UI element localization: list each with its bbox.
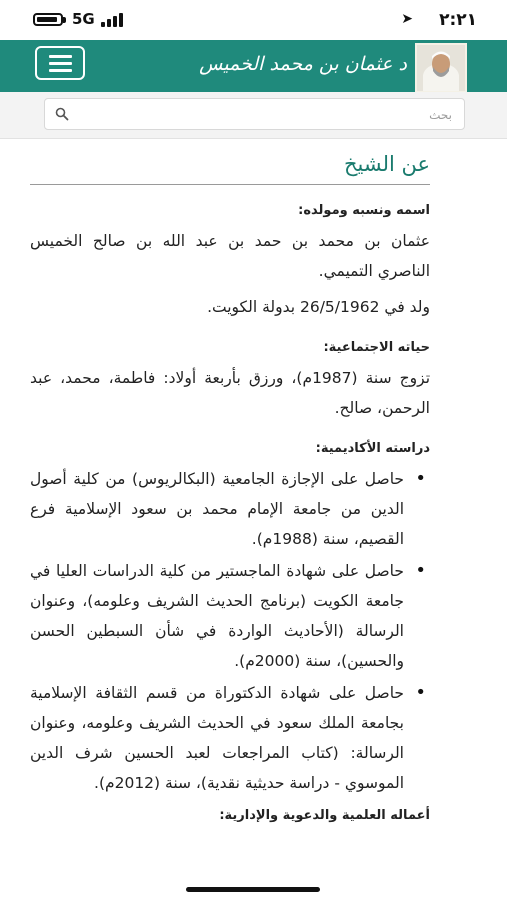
hamburger-line: [49, 62, 72, 65]
logo-calligraphy: د عثمان بن محمد الخميس: [199, 53, 407, 75]
about-content: [30, 150, 430, 831]
status-time: ٢:٢١: [439, 10, 477, 30]
name-paragraph: عثمان بن محمد بن حمد بن عبد الله بن صالح الخميس الناصري التميمي.: [30, 232, 430, 280]
section-heading-name: اسمه ونسبه ومولده:: [298, 203, 430, 218]
birth-paragraph: ولد في 26/5/1962 بدولة الكويت.: [207, 298, 430, 316]
signal-bars-icon: [101, 13, 127, 27]
app-header: [0, 40, 507, 92]
battery-icon: [33, 13, 63, 26]
social-paragraph: تزوج سنة (1987م)، ورزق بأربعة أولاد: فاطمة، محمد، عبد الرحمن، صالح.: [30, 369, 431, 417]
network-type: 5G: [72, 10, 95, 28]
list-item: • حاصل على الإجازة الجامعية (البكالريوس) من كلية أصول الدين من جامعة الإمام محمد بن سعود الإسلامية فرع القصيم، سنة (1988م).: [30, 464, 404, 554]
section-heading-academic: دراسته الأكاديمية:: [315, 441, 430, 456]
page-title: عن الشيخ: [30, 150, 430, 185]
sheikh-portrait: [415, 43, 467, 93]
search-bar-area: [0, 92, 507, 139]
academic-list: [30, 464, 430, 798]
status-bar: [0, 0, 507, 40]
hamburger-line: [49, 55, 72, 58]
list-item: • حاصل على شهادة الماجستير من كلية الدراسات العليا في جامعة الكويت (برنامج الحديث الشريف وعلومه)، وعنوان الرسالة (الأحاديث الواردة في شأن السبطين الحسن والحسين)، سنة (2000م).: [30, 556, 404, 676]
section-heading-social: حياته الاجتماعية:: [323, 340, 430, 355]
list-item: • حاصل على شهادة الدكتوراة من قسم الثقافة الإسلامية بجامعة الملك سعود في الحديث الشريف وعلومه، وعنوان الرسالة: (كتاب المراجعات لعبد الحسين شرف الدين الموسوي - دراسة حديثية نقدية)، سنة (2012م).: [30, 678, 404, 798]
hamburger-menu-button[interactable]: [35, 46, 85, 80]
search-input[interactable]: [75, 103, 454, 127]
search-box: [44, 98, 465, 130]
battery-tip: [63, 17, 66, 23]
hamburger-line: [49, 69, 72, 72]
search-icon[interactable]: [55, 107, 69, 121]
home-indicator[interactable]: [186, 887, 320, 892]
location-arrow-icon: ➤: [401, 11, 413, 27]
site-logo[interactable]: [199, 43, 467, 93]
section-heading-works: أعماله العلمية والدعوية والإدارية:: [219, 808, 430, 823]
